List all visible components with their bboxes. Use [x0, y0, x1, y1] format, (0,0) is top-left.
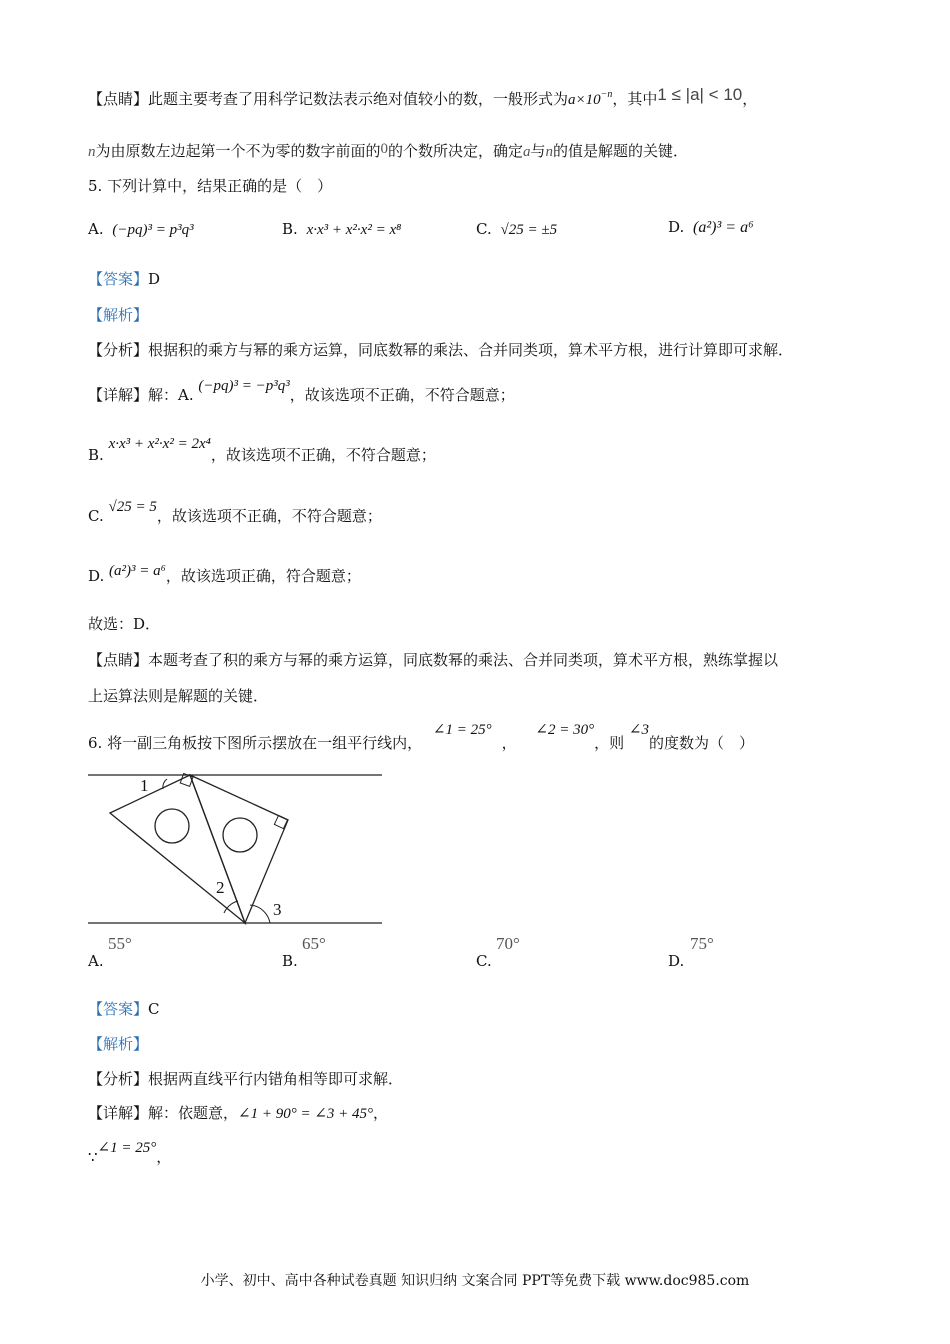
q5-answer — [88, 268, 160, 289]
answer-value: D — [148, 270, 161, 288]
q6-fenxi: 【分析】根据两直线平行内错角相等即可求解． — [88, 1070, 404, 1088]
var-a: a — [523, 144, 531, 160]
dianjing-tag: 【点睛】 — [88, 90, 149, 108]
circle-left — [155, 809, 189, 843]
dianjing-line-2 — [88, 140, 688, 161]
dianjing-line-1 — [88, 85, 758, 109]
circle-right — [223, 818, 257, 852]
dianjing-text-b: ，其中 — [612, 90, 658, 108]
q5-xiangjie-a: 【详解】解：A. (−pq)³ = −p³q³，故该选项不正确，不符合题意； — [88, 378, 515, 404]
dianjing-text-a: 此题主要考查了用科学记数法表示绝对值较小的数，一般形式为 — [148, 90, 569, 108]
zero-digit: 0 — [380, 141, 389, 157]
q5-option-c: C. √25 = ±5 — [476, 220, 558, 238]
q5-choose: 故选：D． — [88, 615, 161, 633]
angle-3-arc — [250, 905, 270, 923]
triangle-figure — [80, 765, 390, 935]
triangle-left — [110, 775, 245, 923]
q6-stem: 6. 将一副三角板按下图所示摆放在一组平行线内， ∠1 = 25°， ∠2 = 30°，则 ∠3的度数为（ ） — [88, 722, 754, 752]
dianjing-line2-text-a: 为由原数左边起第一个不为零的数字前面的 — [95, 142, 381, 160]
var-n-2: n — [545, 144, 554, 160]
q6-answer: 【答案】C — [88, 1000, 160, 1018]
q5-stem: 5. 下列计算中，结果正确的是（ ） — [88, 177, 333, 195]
sci-notation-expr: $a\times 10^{-n}$ — [568, 89, 613, 108]
q5-option-a: A. (−pq)³ = p³q³ — [88, 220, 194, 238]
q5-xiangjie-d: D. (a²)³ = a⁶，故该选项正确，符合题意； — [88, 563, 361, 585]
angle-2-label: 2 — [216, 878, 225, 897]
q5-dianjing-2: 上运算法则是解题的关键． — [88, 687, 269, 705]
angle-3-label: 3 — [273, 900, 282, 919]
q5-option-b: B. x·x³ + x²·x² = x⁸ — [282, 220, 402, 238]
q6-jiexi-tag: 【解析】 — [88, 1035, 149, 1053]
dianjing-line2-text-c: 与 — [530, 142, 546, 160]
dianjing-line2-text-b: 的个数所决定，确定 — [388, 142, 524, 160]
q5-option-d: D. (a²)³ = a⁶ — [668, 218, 754, 236]
q5-xiangjie-c: C. √25 = 5，故该选项不正确，不符合题意； — [88, 499, 382, 525]
var-n: n — [88, 144, 96, 160]
dianjing-text-c: ， — [742, 90, 758, 108]
range-expr: 1 ≤ |a| < 10 — [657, 85, 743, 104]
q5-fenxi: 【分析】根据积的乘方与幂的乘方运算，同底数幂的乘法、合并同类项，算术平方根，进行计算即可求解． — [88, 341, 794, 359]
q6-because: ∵∠1 = 25°， — [88, 1140, 172, 1166]
q5-jiexi-tag: 【解析】 — [88, 306, 149, 324]
page-footer: 小学、初中、高中各种试卷真题 知识归纳 文案合同 PPT等免费下载 www.doc985.com — [200, 1273, 750, 1289]
answer-tag: 【答案】 — [88, 270, 149, 288]
dianjing-line2-text-d: 的值是解题的关键． — [553, 142, 689, 160]
angle-1-label: 1 — [140, 776, 149, 795]
q5-dianjing-1: 【点睛】本题考查了积的乘方与幂的乘方运算，同底数幂的乘法、合并同类项，算术平方根，熟练掌握以 — [88, 651, 779, 669]
q5-xiangjie-b: B. x·x³ + x²·x² = 2x⁴，故该选项不正确，不符合题意； — [88, 436, 436, 464]
q6-xiangjie: 【详解】解：依题意，∠1 + 90° = ∠3 + 45°， — [88, 1104, 389, 1122]
